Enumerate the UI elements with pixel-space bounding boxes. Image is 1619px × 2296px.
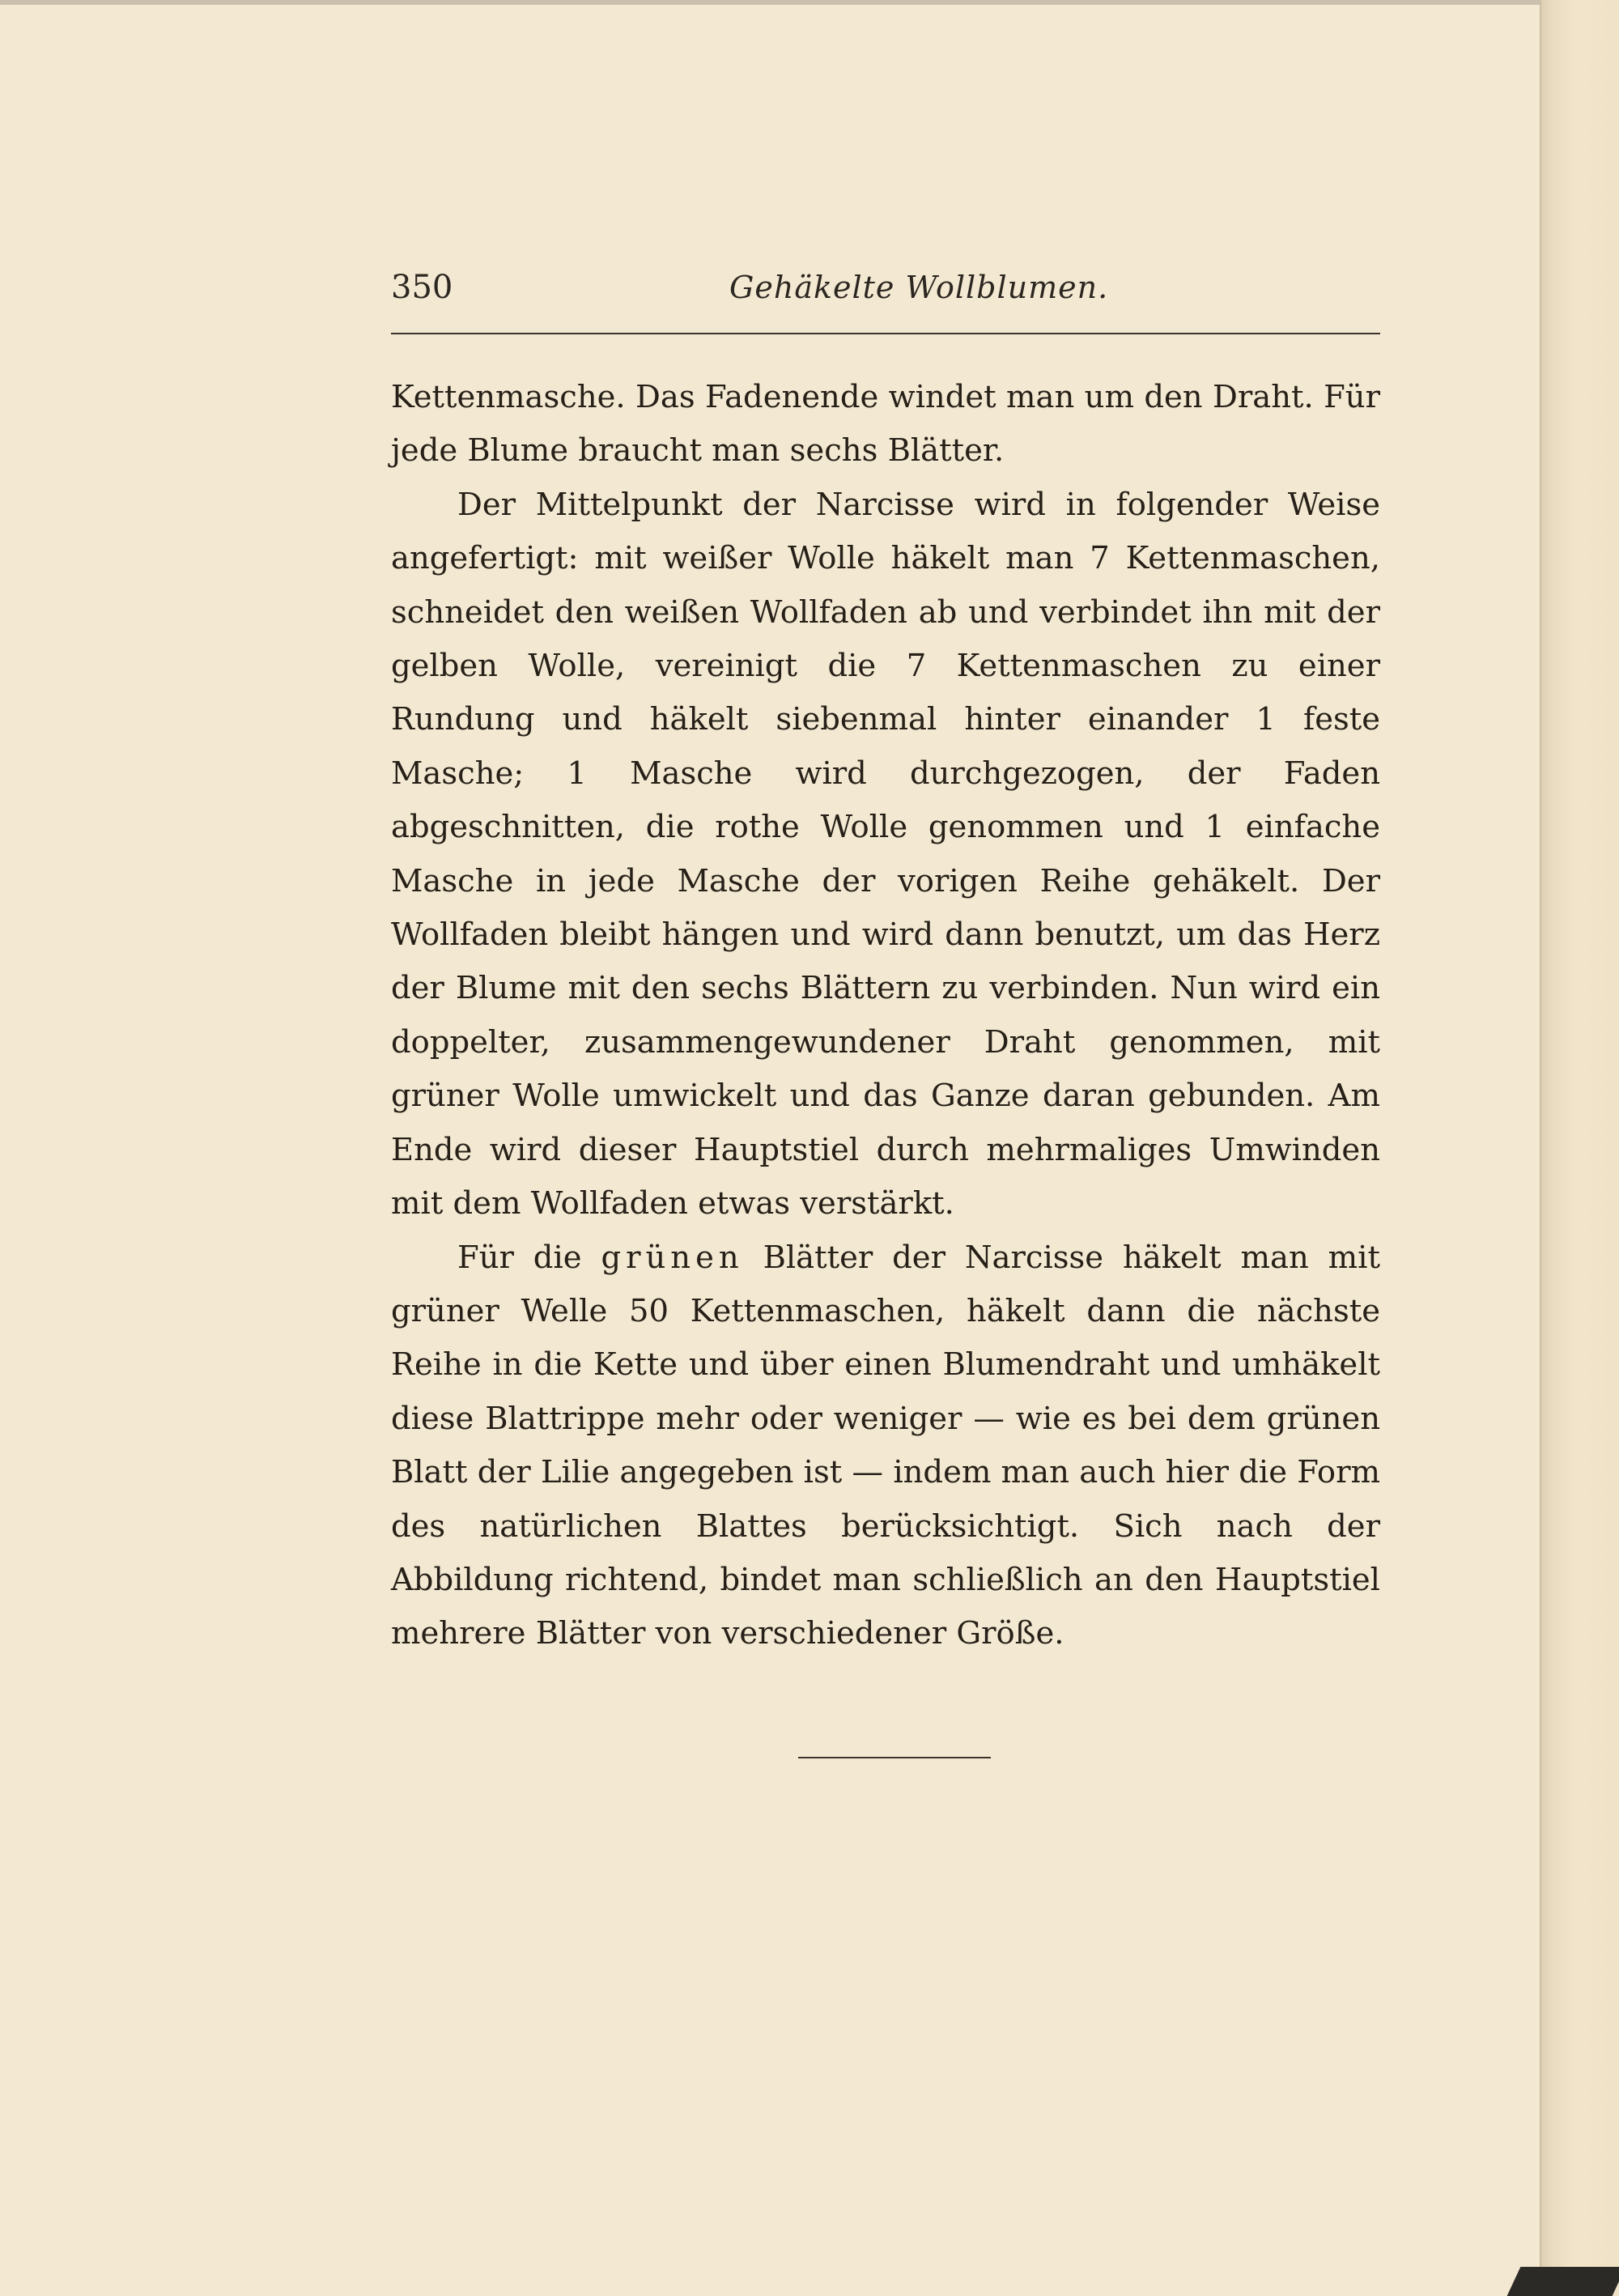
page-header <box>391 267 1380 316</box>
paragraph-3-emphasis: grünen <box>601 1239 744 1276</box>
scan-corner-shadow <box>1507 2267 1619 2296</box>
paragraph-1: Kettenmasche. Das Fadenende windet man um den Draht. Für jede Blume braucht man sechs Blätter. <box>391 379 1380 470</box>
running-head: Gehäkelte Wollblumen. <box>729 270 1109 305</box>
paragraph-2: Der Mittelpunkt der Narcisse wird in folgender Weise angefertigt: mit weißer Wolle häkelt man 7 Kettenmaschen, schneidet den weißen Wollfaden ab und verbindet ihn mit der gelben Wolle, vereinigt die 7 Kettenmaschen zu einer Rundung und häkelt siebenmal hinter einander 1 feste Masche; 1 Masche wird durchgezogen, der Faden abgeschnitten, die rothe Wolle genommen und 1 einfache Masche in jede Masche der vorigen Reihe gehäkelt. Der Wollfaden bleibt hängen und wird dann benutzt, um das Herz der Blume mit den sechs Blättern zu verbinden. Nun wird ein doppelter, zusammengewundener Draht genommen, mit grüner Wolle umwickelt und das Ganze daran gebunden. Am Ende wird dieser Hauptstiel durch mehrmaliges Umwinden mit dem Wollfaden etwas verstärkt. <box>391 486 1380 1222</box>
body-text <box>391 371 1380 1661</box>
section-end-rule <box>798 1757 991 1758</box>
paragraph-3 <box>391 1231 1380 1661</box>
header-rule <box>391 333 1380 334</box>
page-number: 350 <box>391 269 453 306</box>
paragraph-3-lead: Für die <box>457 1239 582 1276</box>
paragraph-3-rest: Blätter der Narcisse häkelt man mit grüner Welle 50 Kettenmaschen, häkelt dann die nächste Reihe in die Kette und über einen Blumendraht und umhäkelt diese Blattrippe mehr oder weniger — wie es bei dem grünen Blatt der Lilie angegeben ist — indem man auch hier die Form des natürlichen Blattes berücksichtigt. Sich nach der Abbildung richtend, bindet man schließlich an den Hauptstiel mehrere Blätter von verschiedener Größe. <box>391 1239 1380 1652</box>
page-top-edge <box>0 0 1542 5</box>
page-fold-edge <box>1540 0 1619 2296</box>
